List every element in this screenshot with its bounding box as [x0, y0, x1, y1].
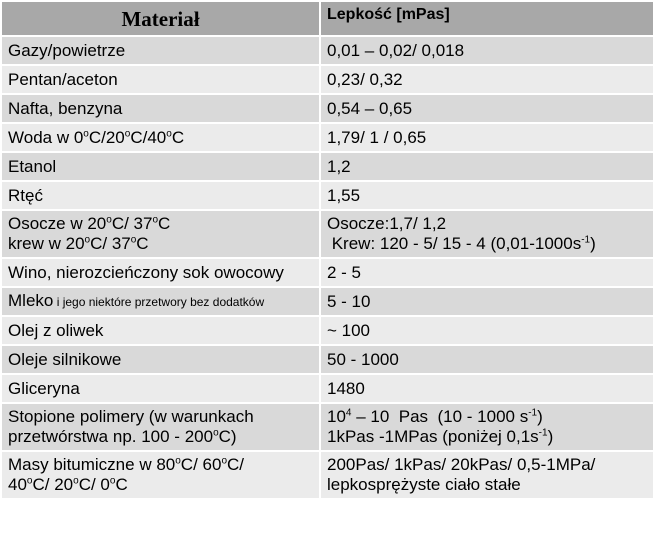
cell-line: 40$^o$C/ 20$^o$C/ 0$^o$C: [8, 475, 128, 494]
material-cell: Pentan/aceton: [1, 65, 320, 94]
cell-line: Osocze w 20$^o$C/ 37$^o$C: [8, 214, 171, 233]
cell-line: Krew: 120 - 5/ 15 - 4 $(0,01-1000s^{-1})$: [327, 234, 596, 253]
table-row: [1, 65, 653, 94]
viscosity-cell: 1,79/ 1 / 0,65: [320, 123, 653, 152]
material-cell: Etanol: [1, 152, 320, 181]
material-cell: Woda w 0$^o$C/20$^o$C/40$^o$C: [1, 123, 320, 152]
viscosity-cell: 0,23/ 0,32: [320, 65, 653, 94]
cell-line: przetwórstwa np. 100 - 200$^o$C): [8, 427, 237, 446]
material-cell: Mleko i jego niektóre przetwory bez dodatków: [1, 287, 320, 316]
cell-line: Stopione polimery (w warunkach: [8, 407, 254, 426]
viscosity-cell: 1,55: [320, 181, 653, 210]
table-row: [1, 287, 653, 316]
table-row: [1, 94, 653, 123]
table-row: [1, 258, 653, 287]
table-row: [1, 451, 653, 499]
table-row: [1, 123, 653, 152]
table-row: [1, 316, 653, 345]
cell-line: 200Pas/ 1kPas/ 20kPas/ 0,5-1MPa/: [327, 455, 596, 474]
viscosity-cell: [320, 451, 653, 499]
material-cell: Nafta, benzyna: [1, 94, 320, 123]
table-row: [1, 36, 653, 65]
viscosity-cell: ~ 100: [320, 316, 653, 345]
table-row: [1, 345, 653, 374]
material-cell: [1, 451, 320, 499]
viscosity-cell: [320, 403, 653, 451]
material-cell: Wino, nierozcieńczony sok owocowy: [1, 258, 320, 287]
viscosity-cell: 1480: [320, 374, 653, 403]
material-cell: Gazy/powietrze: [1, 36, 320, 65]
viscosity-cell: 5 - 10: [320, 287, 653, 316]
cell-line: lepkosprężyste ciało stałe: [327, 475, 521, 494]
material-cell: [1, 403, 320, 451]
viscosity-cell: 0,01 – 0,02/ 0,018: [320, 36, 653, 65]
cell-line: $10^4 - 10$ Pas (10 - 1000 $s^{-1}$): [327, 407, 543, 426]
viscosity-cell: 50 - 1000: [320, 345, 653, 374]
table-row: [1, 181, 653, 210]
material-cell: Oleje silnikowe: [1, 345, 320, 374]
cell-line: Masy bitumiczne w 80$^o$C/ 60$^o$C/: [8, 455, 244, 474]
header-material: Materiał: [1, 1, 320, 36]
header-viscosity: Lepkość [mPas]: [320, 1, 653, 36]
table-row: [1, 403, 653, 451]
material-cell: Olej z oliwek: [1, 316, 320, 345]
header-row: [1, 1, 653, 36]
viscosity-cell: 0,54 – 0,65: [320, 94, 653, 123]
cell-line: Osocze:1,7/ 1,2: [327, 214, 447, 233]
material-cell: Gliceryna: [1, 374, 320, 403]
table-row: [1, 374, 653, 403]
material-cell: Rtęć: [1, 181, 320, 210]
cell-line: 1kPas -1MPas (poniżej $0,1s^{-1}$): [327, 427, 554, 446]
viscosity-cell: 2 - 5: [320, 258, 653, 287]
table-row: [1, 210, 653, 258]
material-cell: [1, 210, 320, 258]
viscosity-cell: 1,2: [320, 152, 653, 181]
cell-line: krew w 20$^o$C/ 37$^o$C: [8, 234, 149, 253]
viscosity-cell: [320, 210, 653, 258]
table-row: [1, 152, 653, 181]
